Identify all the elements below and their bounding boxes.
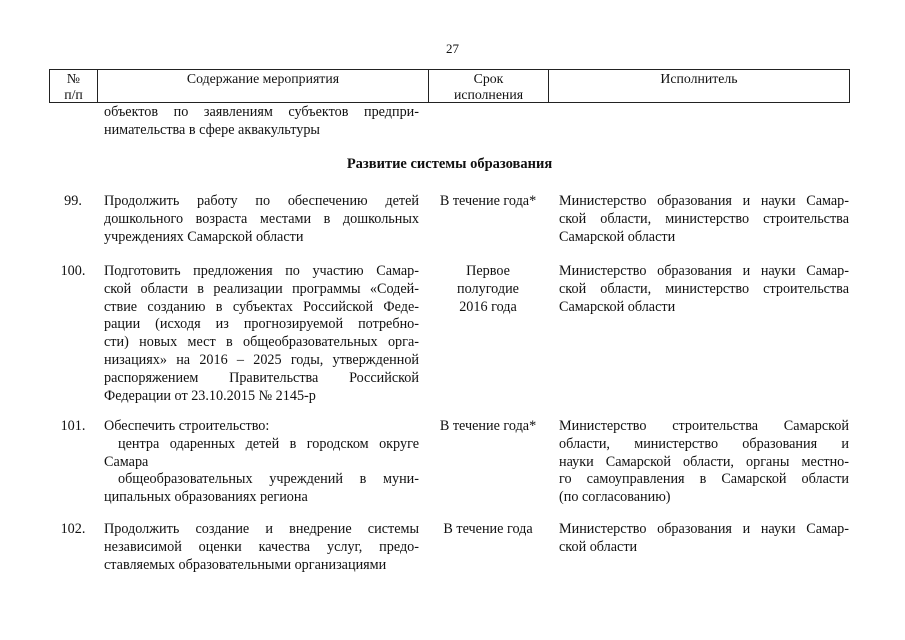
row-number: 100. — [60, 263, 86, 279]
text-line: общеобразовательных учреждений в муни- — [118, 471, 419, 488]
text-line: объектов по заявлениям субъектов предпри- — [104, 104, 419, 120]
text-line: центра одаренных детей в городском округе — [118, 435, 419, 452]
header-text: исполнения — [453, 86, 524, 102]
row-executor — [559, 263, 849, 316]
text-line: Продолжить работу по обеспечению детей — [104, 193, 419, 209]
continuation-text — [104, 104, 419, 140]
text-line: Самарской области — [559, 228, 676, 245]
header-text: № — [66, 71, 81, 86]
row-content — [104, 263, 419, 405]
text-line: низациях» на 2016 – 2025 годы, утвержденной — [104, 351, 419, 368]
row-term — [428, 263, 548, 316]
text-line: 2016 года — [459, 298, 517, 315]
text-line: Министерство строительства Самарской — [559, 418, 849, 434]
header-cell-number — [50, 70, 98, 102]
text-line: ской области, министерство строительства — [559, 280, 849, 297]
text-line: ставляемых образовательными организациями — [104, 556, 387, 573]
text-line: ской области в реализации программы «Содей- — [104, 280, 419, 297]
header-cell-content — [98, 70, 429, 102]
text-line: учреждениях Самарской области — [104, 228, 304, 245]
text-line: Продолжить создание и внедрение системы — [104, 521, 419, 537]
text-line: Федерации от 23.10.2015 № 2145-р — [104, 387, 316, 404]
text-line: рации (исходя из прогнозируемой потребно- — [104, 316, 419, 333]
text-line: ской области — [559, 538, 638, 555]
text-line: Самара — [104, 453, 149, 470]
table-header — [49, 69, 850, 103]
row-term — [428, 521, 548, 539]
text-line: полугодие — [457, 280, 519, 297]
header-text: Содержание мероприятия — [186, 71, 340, 86]
row-number: 101. — [60, 418, 86, 434]
row-number: 99. — [64, 193, 82, 209]
text-line: науки Самарской области, органы местно- — [559, 453, 849, 470]
header-cell-executor — [549, 70, 849, 102]
row-content — [104, 418, 419, 507]
row-content — [104, 521, 419, 574]
row-content — [104, 193, 419, 246]
text-line: Самарской области — [559, 298, 676, 315]
text-line: сти) новых мест в общеобразовательных орга- — [104, 334, 419, 351]
text-line: области, министерство образования и — [559, 435, 849, 452]
text-line: нимательства в сфере аквакультуры — [104, 121, 320, 138]
row-term — [428, 193, 548, 211]
text-line: Министерство образования и науки Самар- — [559, 263, 849, 279]
text-line: Подготовить предложения по участию Самар- — [104, 263, 419, 279]
text-line: независимой оценки качества услуг, предо- — [104, 538, 419, 555]
header-text: п/п — [64, 86, 83, 102]
text-line: Обеспечить строительство: — [104, 418, 270, 434]
row-executor — [559, 521, 849, 557]
row-executor — [559, 193, 849, 246]
text-line: ствие созданию в субъектах Российской Феде- — [104, 298, 419, 315]
text-line: В течение года* — [439, 193, 537, 209]
text-line: (по согласованию) — [559, 489, 671, 506]
section-title: Развитие системы образования — [346, 156, 553, 172]
text-line: дошкольного возраста местами в дошкольных — [104, 210, 419, 227]
text-line: ской области, министерство строительства — [559, 210, 849, 227]
text-line: Министерство образования и науки Самар- — [559, 193, 849, 209]
text-line: распоряжением Правительства Российской — [104, 369, 419, 386]
row-term — [428, 418, 548, 436]
text-line: Министерство образования и науки Самар- — [559, 521, 849, 537]
header-text: Срок — [473, 71, 504, 86]
text-line: Первое — [466, 263, 510, 279]
header-text: Исполнитель — [660, 71, 738, 86]
row-executor — [559, 418, 849, 507]
text-line: В течение года* — [439, 418, 537, 434]
row-number: 102. — [60, 521, 86, 537]
text-line: го самоуправления в Самарской области — [559, 471, 849, 488]
page-number: 27 — [446, 41, 459, 56]
header-cell-term — [429, 70, 549, 102]
text-line: В течение года — [443, 521, 533, 537]
text-line: ципальных образованиях региона — [104, 489, 308, 506]
